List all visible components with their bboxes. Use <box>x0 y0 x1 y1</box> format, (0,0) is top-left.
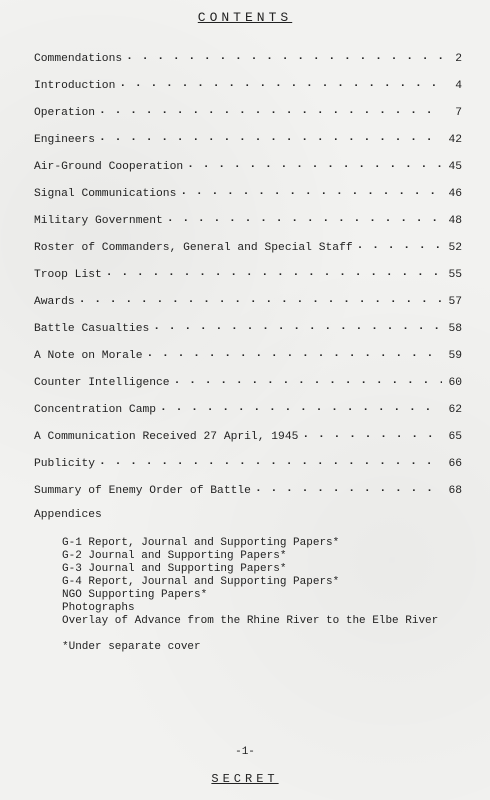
toc-dot-leader <box>153 323 442 333</box>
toc-dot-leader <box>79 296 442 306</box>
toc-entry-page: 45 <box>448 161 462 173</box>
toc-entry <box>34 485 462 512</box>
toc-entry-page: 4 <box>455 80 462 92</box>
toc-entry-label: Engineers <box>34 134 96 146</box>
toc-entry-label: A Communication Received 27 April, 1945 <box>34 431 299 443</box>
footnote: *Under separate cover <box>62 641 201 653</box>
toc-entry-page: 68 <box>448 485 462 497</box>
toc-entry-label: Counter Intelligence <box>34 377 170 389</box>
appendix-list <box>62 537 438 628</box>
toc-dot-leader <box>99 134 442 144</box>
toc-entry <box>34 188 462 215</box>
toc-entry <box>34 296 462 323</box>
appendix-item: G-4 Report, Journal and Supporting Papers* <box>62 576 340 588</box>
toc-entry-label: Military Government <box>34 215 163 227</box>
classification-marking: SECRET <box>211 772 279 786</box>
toc-entry-label: Signal Communications <box>34 188 177 200</box>
toc-entry-label: Publicity <box>34 458 96 470</box>
toc-entry <box>34 53 462 80</box>
appendix-item: Photographs <box>62 602 135 614</box>
toc-entry <box>34 107 462 134</box>
toc-dot-leader <box>126 53 442 63</box>
toc-entry <box>34 215 462 242</box>
toc-entry <box>34 404 462 431</box>
contents-title: CONTENTS <box>197 10 293 25</box>
toc-entry-page: 60 <box>448 377 462 389</box>
toc-dot-leader <box>99 458 442 468</box>
toc-entry <box>34 431 462 458</box>
toc-dot-leader <box>119 80 442 90</box>
appendix-item: NGO Supporting Papers* <box>62 589 208 601</box>
toc-entry-label: A Note on Morale <box>34 350 143 362</box>
toc-entry-label: Commendations <box>34 53 123 65</box>
toc-entry-label: Troop List <box>34 269 102 281</box>
toc-entry-page: 57 <box>448 296 462 308</box>
toc-dot-leader <box>106 269 442 279</box>
toc-dot-leader <box>146 350 442 360</box>
toc-dot-leader <box>187 161 442 171</box>
toc-entry <box>34 134 462 161</box>
toc-entry-label: Concentration Camp <box>34 404 157 416</box>
toc-dot-leader <box>255 485 442 495</box>
toc-entry-label: Awards <box>34 296 75 308</box>
toc-dot-leader <box>160 404 442 414</box>
toc-dot-leader <box>302 431 442 441</box>
toc-entry-page: 2 <box>455 53 462 65</box>
toc-entry <box>34 80 462 107</box>
toc-entry <box>34 323 462 350</box>
toc-entry <box>34 350 462 377</box>
toc-entry-page: 58 <box>448 323 462 335</box>
toc-entry-page: 65 <box>448 431 462 443</box>
toc-entry-label: Air-Ground Cooperation <box>34 161 184 173</box>
toc-dot-leader <box>167 215 442 225</box>
appendix-item: G-1 Report, Journal and Supporting Papers* <box>62 537 340 549</box>
toc-entry-page: 7 <box>455 107 462 119</box>
toc-entry <box>34 377 462 404</box>
appendix-item: G-2 Journal and Supporting Papers* <box>62 550 287 562</box>
toc-entry <box>34 458 462 485</box>
toc-entry-page: 46 <box>448 188 462 200</box>
toc-entry-label: Operation <box>34 107 96 119</box>
toc-entry-page: 66 <box>448 458 462 470</box>
toc-entry-page: 42 <box>448 134 462 146</box>
toc-dot-leader <box>174 377 442 387</box>
toc-entry-label: Roster of Commanders, General and Special Staff <box>34 242 353 254</box>
toc-dot-leader <box>99 107 442 117</box>
toc-entry <box>34 269 462 296</box>
page-number: -1- <box>235 746 255 758</box>
toc-entry <box>34 242 462 269</box>
appendix-item: Overlay of Advance from the Rhine River to the Elbe River <box>62 615 439 627</box>
table-of-contents <box>34 53 462 512</box>
toc-entry-page: 48 <box>448 215 462 227</box>
toc-entry-page: 55 <box>448 269 462 281</box>
toc-entry <box>34 161 462 188</box>
toc-dot-leader <box>180 188 442 198</box>
toc-entry-page: 59 <box>448 350 462 362</box>
toc-entry-label: Battle Casualties <box>34 323 150 335</box>
toc-dot-leader <box>357 242 442 252</box>
toc-entry-page: 52 <box>448 242 462 254</box>
toc-entry-label: Summary of Enemy Order of Battle <box>34 485 251 497</box>
toc-entry-page: 62 <box>448 404 462 416</box>
appendices-heading: Appendices <box>34 509 102 521</box>
appendix-item: G-3 Journal and Supporting Papers* <box>62 563 287 575</box>
toc-entry-label: Introduction <box>34 80 116 92</box>
